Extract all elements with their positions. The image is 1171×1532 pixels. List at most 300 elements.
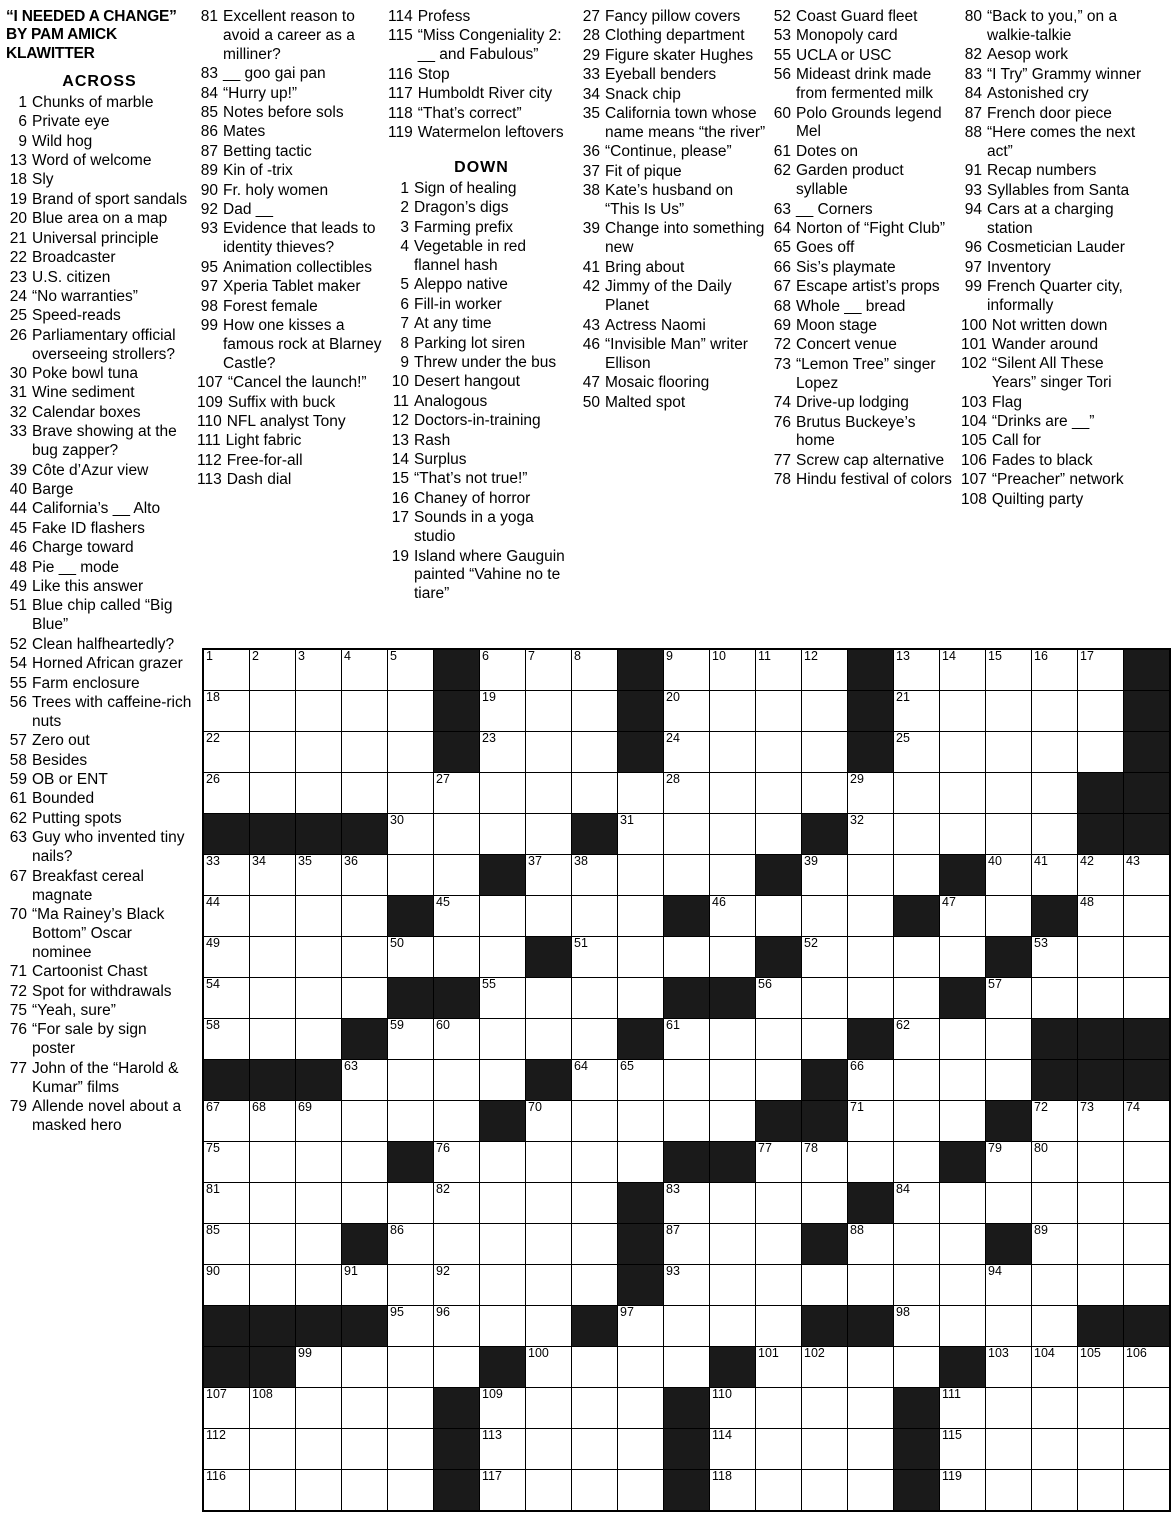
across-clue-113[interactable] xyxy=(197,471,384,490)
grid-cell[interactable] xyxy=(802,1429,848,1470)
down-clue-50[interactable] xyxy=(579,394,766,413)
grid-cell[interactable] xyxy=(1078,1347,1124,1388)
grid-cell[interactable] xyxy=(1078,978,1124,1019)
down-clue-39[interactable] xyxy=(579,220,766,258)
grid-cell[interactable] xyxy=(1124,1183,1171,1224)
grid-cell[interactable] xyxy=(250,855,296,896)
grid-cell[interactable] xyxy=(1078,732,1124,773)
down-clue-96[interactable] xyxy=(961,239,1148,258)
grid-cell[interactable] xyxy=(940,691,986,732)
grid-cell[interactable] xyxy=(203,1265,250,1306)
grid-cell[interactable] xyxy=(802,1142,848,1183)
grid-cell[interactable] xyxy=(1124,1101,1171,1142)
grid-cell[interactable] xyxy=(1124,1470,1171,1512)
down-clue-5[interactable] xyxy=(388,276,575,295)
grid-cell[interactable] xyxy=(388,814,434,855)
across-clue-58[interactable] xyxy=(6,752,193,771)
grid-cell[interactable] xyxy=(802,773,848,814)
across-clue-86[interactable] xyxy=(197,123,384,142)
down-clue-94[interactable] xyxy=(961,201,1148,239)
grid-cell[interactable] xyxy=(342,896,388,937)
grid-cell[interactable] xyxy=(296,691,342,732)
grid-cell[interactable] xyxy=(1078,1470,1124,1512)
grid-cell[interactable] xyxy=(203,978,250,1019)
grid-cell[interactable] xyxy=(572,1388,618,1429)
grid-cell[interactable] xyxy=(756,1306,802,1347)
across-clue-112[interactable] xyxy=(197,452,384,471)
grid-cell[interactable] xyxy=(848,855,894,896)
grid-cell[interactable] xyxy=(940,814,986,855)
grid-cell[interactable] xyxy=(664,1060,710,1101)
grid-cell[interactable] xyxy=(342,649,388,691)
grid-cell[interactable] xyxy=(848,1060,894,1101)
grid-cell[interactable] xyxy=(342,1388,388,1429)
down-clue-77[interactable] xyxy=(770,452,957,471)
grid-cell[interactable] xyxy=(664,691,710,732)
down-clue-101[interactable] xyxy=(961,336,1148,355)
across-clue-22[interactable] xyxy=(6,249,193,268)
down-clue-72[interactable] xyxy=(770,336,957,355)
grid-cell[interactable] xyxy=(848,1347,894,1388)
grid-cell[interactable] xyxy=(710,1019,756,1060)
grid-cell[interactable] xyxy=(342,1060,388,1101)
grid-cell[interactable] xyxy=(434,1224,480,1265)
down-clue-11[interactable] xyxy=(388,393,575,412)
grid-cell[interactable] xyxy=(940,1060,986,1101)
grid-cell[interactable] xyxy=(480,1183,526,1224)
grid-cell[interactable] xyxy=(802,732,848,773)
grid-cell[interactable] xyxy=(572,773,618,814)
grid-cell[interactable] xyxy=(756,1265,802,1306)
grid-cell[interactable] xyxy=(894,773,940,814)
grid-cell[interactable] xyxy=(1032,1224,1078,1265)
down-clue-46[interactable] xyxy=(579,336,766,374)
grid-cell[interactable] xyxy=(756,732,802,773)
across-clue-24[interactable] xyxy=(6,288,193,307)
grid-cell[interactable] xyxy=(526,896,572,937)
grid-cell[interactable] xyxy=(894,1060,940,1101)
grid-cell[interactable] xyxy=(434,814,480,855)
grid-cell[interactable] xyxy=(940,937,986,978)
grid-cell[interactable] xyxy=(526,1101,572,1142)
grid-cell[interactable] xyxy=(756,1224,802,1265)
down-clue-76[interactable] xyxy=(770,414,957,452)
grid-cell[interactable] xyxy=(250,937,296,978)
grid-cell[interactable] xyxy=(1124,896,1171,937)
down-clue-6[interactable] xyxy=(388,296,575,315)
grid-cell[interactable] xyxy=(296,1347,342,1388)
grid-cell[interactable] xyxy=(756,649,802,691)
across-clue-95[interactable] xyxy=(197,259,384,278)
across-clue-76[interactable] xyxy=(6,1021,193,1059)
grid-cell[interactable] xyxy=(203,1101,250,1142)
down-clue-36[interactable] xyxy=(579,143,766,162)
grid-cell[interactable] xyxy=(986,649,1032,691)
grid-cell[interactable] xyxy=(572,855,618,896)
grid-cell[interactable] xyxy=(296,1142,342,1183)
grid-cell[interactable] xyxy=(250,1470,296,1512)
grid-cell[interactable] xyxy=(710,1183,756,1224)
across-clue-6[interactable] xyxy=(6,113,193,132)
grid-cell[interactable] xyxy=(1032,732,1078,773)
grid-cell[interactable] xyxy=(526,978,572,1019)
grid-cell[interactable] xyxy=(572,1019,618,1060)
grid-cell[interactable] xyxy=(894,732,940,773)
down-clue-104[interactable] xyxy=(961,413,1148,432)
across-clue-107[interactable] xyxy=(197,374,384,393)
across-clue-18[interactable] xyxy=(6,171,193,190)
grid-cell[interactable] xyxy=(250,1265,296,1306)
down-clue-33[interactable] xyxy=(579,66,766,85)
grid-cell[interactable] xyxy=(388,1265,434,1306)
grid-cell[interactable] xyxy=(894,1224,940,1265)
grid-cell[interactable] xyxy=(710,855,756,896)
grid-cell[interactable] xyxy=(1032,1265,1078,1306)
grid-cell[interactable] xyxy=(940,1388,986,1429)
grid-cell[interactable] xyxy=(986,732,1032,773)
grid-table[interactable] xyxy=(202,648,1171,1512)
grid-cell[interactable] xyxy=(1032,1142,1078,1183)
across-clue-56[interactable] xyxy=(6,694,193,732)
grid-cell[interactable] xyxy=(526,1470,572,1512)
across-clue-111[interactable] xyxy=(197,432,384,451)
down-clue-66[interactable] xyxy=(770,259,957,278)
grid-cell[interactable] xyxy=(480,1306,526,1347)
grid-cell[interactable] xyxy=(1032,855,1078,896)
grid-cell[interactable] xyxy=(986,1470,1032,1512)
down-clue-27[interactable] xyxy=(579,8,766,27)
grid-cell[interactable] xyxy=(296,773,342,814)
across-clue-87[interactable] xyxy=(197,143,384,162)
across-clue-67[interactable] xyxy=(6,868,193,906)
across-clue-48[interactable] xyxy=(6,559,193,578)
grid-cell[interactable] xyxy=(756,773,802,814)
grid-cell[interactable] xyxy=(664,649,710,691)
down-clue-87[interactable] xyxy=(961,105,1148,124)
grid-cell[interactable] xyxy=(1078,1183,1124,1224)
grid-cell[interactable] xyxy=(388,1060,434,1101)
across-clue-117[interactable] xyxy=(388,85,575,104)
grid-cell[interactable] xyxy=(296,1101,342,1142)
down-clue-84[interactable] xyxy=(961,85,1148,104)
grid-cell[interactable] xyxy=(664,1224,710,1265)
grid-cell[interactable] xyxy=(342,978,388,1019)
grid-cell[interactable] xyxy=(480,1470,526,1512)
across-clue-90[interactable] xyxy=(197,182,384,201)
down-clue-64[interactable] xyxy=(770,220,957,239)
down-clue-15[interactable] xyxy=(388,470,575,489)
grid-cell[interactable] xyxy=(1078,649,1124,691)
grid-cell[interactable] xyxy=(572,937,618,978)
grid-cell[interactable] xyxy=(710,649,756,691)
grid-cell[interactable] xyxy=(940,1224,986,1265)
down-clue-38[interactable] xyxy=(579,182,766,220)
grid-cell[interactable] xyxy=(572,1347,618,1388)
grid-cell[interactable] xyxy=(986,691,1032,732)
grid-cell[interactable] xyxy=(203,1470,250,1512)
grid-cell[interactable] xyxy=(1078,1142,1124,1183)
down-clue-83[interactable] xyxy=(961,66,1148,85)
grid-cell[interactable] xyxy=(940,1306,986,1347)
across-clue-61[interactable] xyxy=(6,790,193,809)
grid-cell[interactable] xyxy=(1078,1224,1124,1265)
grid-cell[interactable] xyxy=(710,1265,756,1306)
across-clue-114[interactable] xyxy=(388,8,575,27)
grid-cell[interactable] xyxy=(296,1019,342,1060)
grid-cell[interactable] xyxy=(940,773,986,814)
grid-cell[interactable] xyxy=(480,978,526,1019)
grid-cell[interactable] xyxy=(986,855,1032,896)
grid-cell[interactable] xyxy=(203,855,250,896)
grid-cell[interactable] xyxy=(756,691,802,732)
across-clue-46[interactable] xyxy=(6,539,193,558)
down-clue-4[interactable] xyxy=(388,238,575,276)
grid-cell[interactable] xyxy=(1124,1142,1171,1183)
grid-cell[interactable] xyxy=(250,649,296,691)
grid-cell[interactable] xyxy=(618,855,664,896)
grid-cell[interactable] xyxy=(572,1429,618,1470)
grid-cell[interactable] xyxy=(848,1429,894,1470)
grid-cell[interactable] xyxy=(986,814,1032,855)
grid-cell[interactable] xyxy=(572,1060,618,1101)
grid-cell[interactable] xyxy=(434,1265,480,1306)
grid-cell[interactable] xyxy=(203,1224,250,1265)
across-clue-51[interactable] xyxy=(6,597,193,635)
down-clue-10[interactable] xyxy=(388,373,575,392)
grid-cell[interactable] xyxy=(434,1183,480,1224)
grid-cell[interactable] xyxy=(664,1019,710,1060)
grid-cell[interactable] xyxy=(710,1101,756,1142)
grid-cell[interactable] xyxy=(572,1183,618,1224)
down-clue-61[interactable] xyxy=(770,143,957,162)
grid-cell[interactable] xyxy=(572,691,618,732)
grid-cell[interactable] xyxy=(894,855,940,896)
grid-cell[interactable] xyxy=(250,773,296,814)
grid-cell[interactable] xyxy=(664,1347,710,1388)
down-clue-56[interactable] xyxy=(770,66,957,104)
grid-cell[interactable] xyxy=(848,1224,894,1265)
grid-cell[interactable] xyxy=(848,1265,894,1306)
grid-cell[interactable] xyxy=(664,1306,710,1347)
grid-cell[interactable] xyxy=(480,1060,526,1101)
down-clue-53[interactable] xyxy=(770,27,957,46)
down-clue-14[interactable] xyxy=(388,451,575,470)
grid-cell[interactable] xyxy=(250,896,296,937)
grid-cell[interactable] xyxy=(986,1265,1032,1306)
grid-cell[interactable] xyxy=(940,649,986,691)
grid-cell[interactable] xyxy=(710,773,756,814)
grid-cell[interactable] xyxy=(342,1142,388,1183)
grid-cell[interactable] xyxy=(986,1388,1032,1429)
down-clue-16[interactable] xyxy=(388,490,575,509)
grid-cell[interactable] xyxy=(618,978,664,1019)
across-clue-52[interactable] xyxy=(6,636,193,655)
grid-cell[interactable] xyxy=(986,1347,1032,1388)
across-clue-49[interactable] xyxy=(6,578,193,597)
grid-cell[interactable] xyxy=(342,1183,388,1224)
grid-cell[interactable] xyxy=(1032,773,1078,814)
across-clue-45[interactable] xyxy=(6,520,193,539)
grid-cell[interactable] xyxy=(480,1224,526,1265)
grid-cell[interactable] xyxy=(802,649,848,691)
down-clue-97[interactable] xyxy=(961,259,1148,278)
grid-cell[interactable] xyxy=(526,691,572,732)
down-clue-73[interactable] xyxy=(770,356,957,394)
grid-cell[interactable] xyxy=(756,978,802,1019)
grid-cell[interactable] xyxy=(526,732,572,773)
across-clue-33[interactable] xyxy=(6,423,193,461)
grid-cell[interactable] xyxy=(986,773,1032,814)
grid-cell[interactable] xyxy=(434,937,480,978)
grid-cell[interactable] xyxy=(296,896,342,937)
grid-cell[interactable] xyxy=(526,1306,572,1347)
grid-cell[interactable] xyxy=(480,732,526,773)
grid-cell[interactable] xyxy=(1032,1470,1078,1512)
across-clue-1[interactable] xyxy=(6,94,193,113)
crossword-grid[interactable] xyxy=(202,648,1171,1512)
grid-cell[interactable] xyxy=(1124,1265,1171,1306)
grid-cell[interactable] xyxy=(664,937,710,978)
down-clue-19[interactable] xyxy=(388,548,575,605)
across-clue-99[interactable] xyxy=(197,317,384,374)
grid-cell[interactable] xyxy=(848,978,894,1019)
grid-cell[interactable] xyxy=(710,1470,756,1512)
down-clue-102[interactable] xyxy=(961,355,1148,393)
down-clue-91[interactable] xyxy=(961,162,1148,181)
grid-cell[interactable] xyxy=(388,649,434,691)
grid-cell[interactable] xyxy=(710,1306,756,1347)
grid-cell[interactable] xyxy=(664,814,710,855)
grid-cell[interactable] xyxy=(618,1347,664,1388)
grid-cell[interactable] xyxy=(1032,1429,1078,1470)
grid-cell[interactable] xyxy=(848,937,894,978)
across-clue-19[interactable] xyxy=(6,191,193,210)
grid-cell[interactable] xyxy=(526,1142,572,1183)
grid-cell[interactable] xyxy=(664,732,710,773)
grid-cell[interactable] xyxy=(710,896,756,937)
down-clue-52[interactable] xyxy=(770,8,957,27)
grid-cell[interactable] xyxy=(894,649,940,691)
grid-cell[interactable] xyxy=(940,1101,986,1142)
grid-cell[interactable] xyxy=(250,1101,296,1142)
down-clue-93[interactable] xyxy=(961,182,1148,201)
grid-cell[interactable] xyxy=(250,691,296,732)
grid-cell[interactable] xyxy=(572,649,618,691)
grid-cell[interactable] xyxy=(1032,649,1078,691)
across-clue-72[interactable] xyxy=(6,983,193,1002)
across-clue-25[interactable] xyxy=(6,307,193,326)
grid-cell[interactable] xyxy=(572,1470,618,1512)
grid-cell[interactable] xyxy=(203,1019,250,1060)
grid-cell[interactable] xyxy=(1078,1101,1124,1142)
down-clue-106[interactable] xyxy=(961,452,1148,471)
across-clue-115[interactable] xyxy=(388,27,575,65)
grid-cell[interactable] xyxy=(572,1224,618,1265)
down-clue-17[interactable] xyxy=(388,509,575,547)
grid-cell[interactable] xyxy=(250,1183,296,1224)
grid-cell[interactable] xyxy=(296,855,342,896)
grid-cell[interactable] xyxy=(434,896,480,937)
grid-cell[interactable] xyxy=(434,855,480,896)
grid-cell[interactable] xyxy=(526,1224,572,1265)
grid-cell[interactable] xyxy=(1032,1347,1078,1388)
grid-cell[interactable] xyxy=(480,1429,526,1470)
across-clue-109[interactable] xyxy=(197,394,384,413)
grid-cell[interactable] xyxy=(894,1142,940,1183)
across-clue-85[interactable] xyxy=(197,104,384,123)
grid-cell[interactable] xyxy=(296,1388,342,1429)
grid-cell[interactable] xyxy=(894,1101,940,1142)
grid-cell[interactable] xyxy=(526,1388,572,1429)
across-clue-75[interactable] xyxy=(6,1002,193,1021)
grid-cell[interactable] xyxy=(1032,978,1078,1019)
grid-cell[interactable] xyxy=(480,1019,526,1060)
across-clue-39[interactable] xyxy=(6,462,193,481)
grid-cell[interactable] xyxy=(618,1388,664,1429)
grid-cell[interactable] xyxy=(802,896,848,937)
grid-cell[interactable] xyxy=(572,978,618,1019)
grid-cell[interactable] xyxy=(756,814,802,855)
grid-cell[interactable] xyxy=(618,896,664,937)
across-clue-32[interactable] xyxy=(6,404,193,423)
grid-cell[interactable] xyxy=(710,814,756,855)
grid-cell[interactable] xyxy=(388,732,434,773)
grid-cell[interactable] xyxy=(342,855,388,896)
across-clue-20[interactable] xyxy=(6,210,193,229)
down-clue-108[interactable] xyxy=(961,491,1148,510)
grid-cell[interactable] xyxy=(802,978,848,1019)
grid-cell[interactable] xyxy=(250,1429,296,1470)
grid-cell[interactable] xyxy=(756,1470,802,1512)
across-clue-83[interactable] xyxy=(197,65,384,84)
down-clue-82[interactable] xyxy=(961,46,1148,65)
across-clue-59[interactable] xyxy=(6,771,193,790)
across-clue-23[interactable] xyxy=(6,269,193,288)
grid-cell[interactable] xyxy=(802,937,848,978)
grid-cell[interactable] xyxy=(342,1265,388,1306)
grid-cell[interactable] xyxy=(526,649,572,691)
grid-cell[interactable] xyxy=(342,732,388,773)
grid-cell[interactable] xyxy=(802,855,848,896)
grid-cell[interactable] xyxy=(756,1060,802,1101)
down-clue-63[interactable] xyxy=(770,201,957,220)
across-clue-44[interactable] xyxy=(6,500,193,519)
grid-cell[interactable] xyxy=(388,1347,434,1388)
grid-cell[interactable] xyxy=(618,814,664,855)
across-clue-63[interactable] xyxy=(6,829,193,867)
grid-cell[interactable] xyxy=(1078,1265,1124,1306)
grid-cell[interactable] xyxy=(618,1101,664,1142)
down-clue-8[interactable] xyxy=(388,335,575,354)
down-clue-105[interactable] xyxy=(961,432,1148,451)
down-clue-37[interactable] xyxy=(579,163,766,182)
grid-cell[interactable] xyxy=(618,1306,664,1347)
down-clue-29[interactable] xyxy=(579,47,766,66)
grid-cell[interactable] xyxy=(1124,1224,1171,1265)
down-clue-69[interactable] xyxy=(770,317,957,336)
down-clue-88[interactable] xyxy=(961,124,1148,162)
grid-cell[interactable] xyxy=(986,1142,1032,1183)
grid-cell[interactable] xyxy=(894,814,940,855)
grid-cell[interactable] xyxy=(664,1183,710,1224)
grid-cell[interactable] xyxy=(848,1388,894,1429)
grid-cell[interactable] xyxy=(480,1265,526,1306)
grid-cell[interactable] xyxy=(618,1060,664,1101)
grid-cell[interactable] xyxy=(388,1388,434,1429)
down-clue-47[interactable] xyxy=(579,374,766,393)
grid-cell[interactable] xyxy=(986,1306,1032,1347)
grid-cell[interactable] xyxy=(618,1142,664,1183)
